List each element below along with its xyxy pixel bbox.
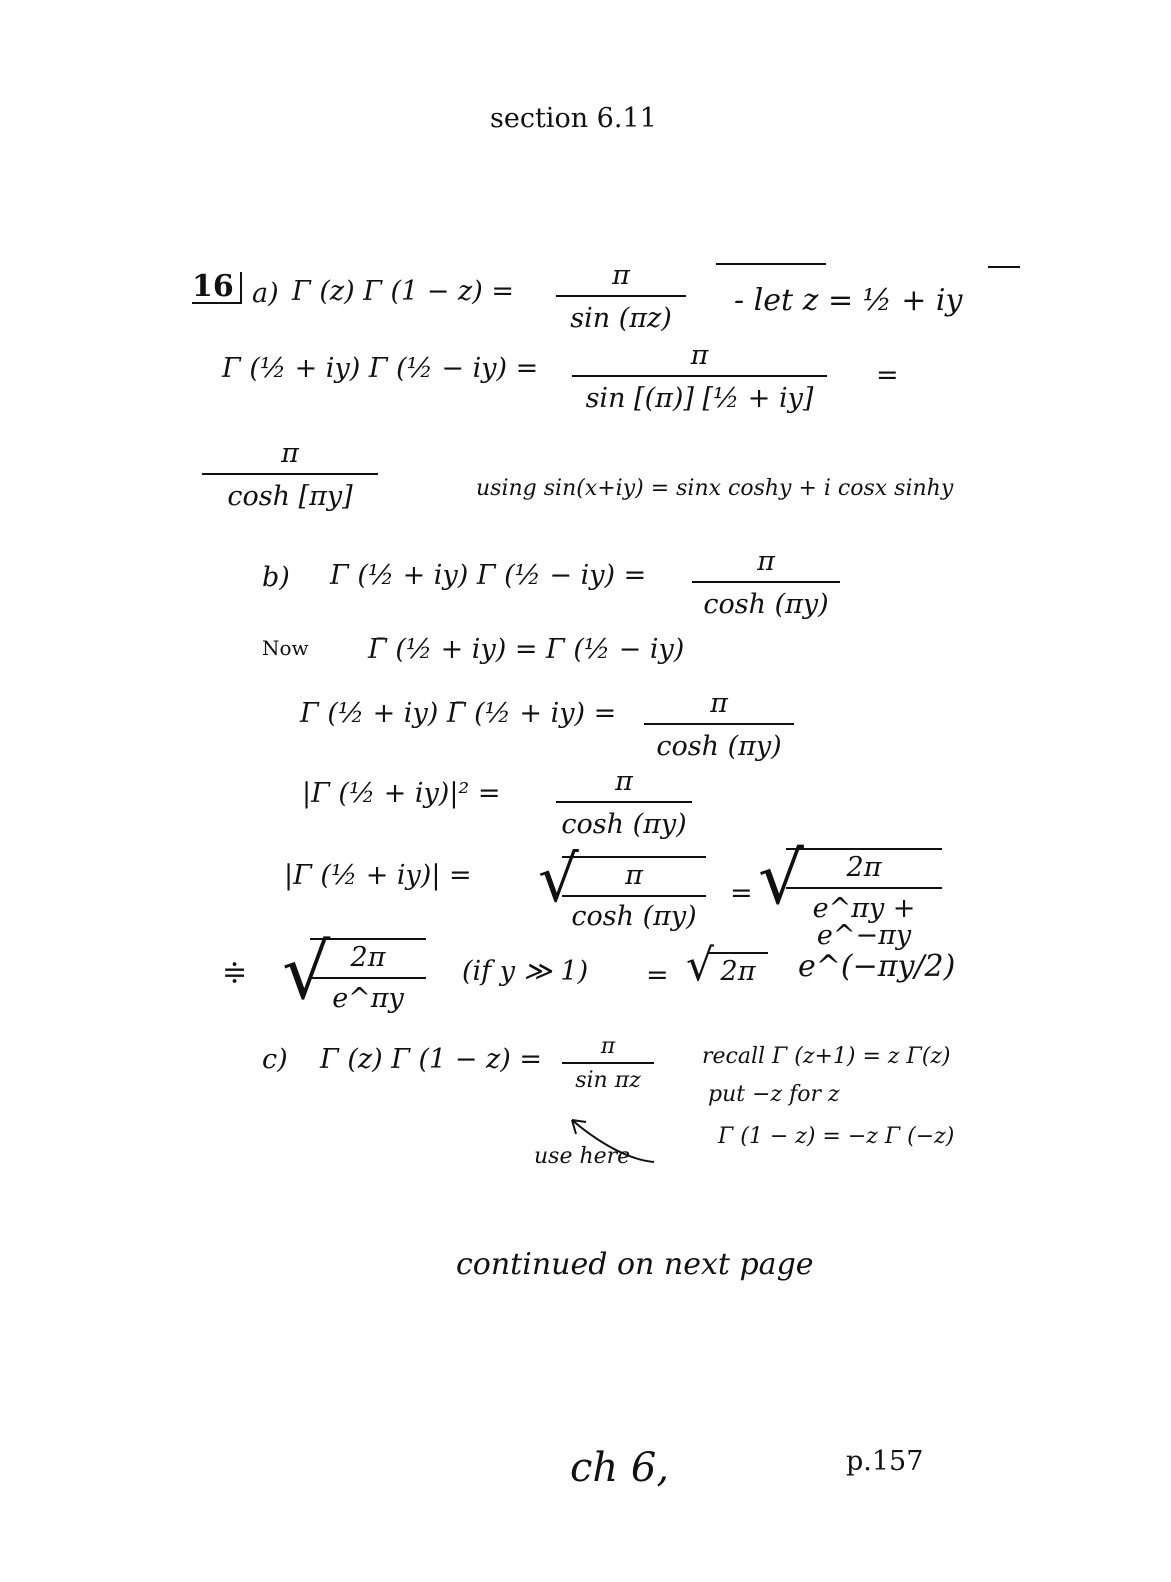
part-b-eq5-rad-numerator: 2π xyxy=(350,942,386,973)
part-a-eq1-lhs: Γ (z) Γ (1 − z) = xyxy=(292,276,514,307)
footer-chapter: ch 6, xyxy=(570,1445,670,1491)
part-b-eq4-radical-1 xyxy=(538,843,708,932)
part-b-eq5-condition: (if y ≫ 1) xyxy=(462,956,589,987)
part-a-label: a) xyxy=(252,278,279,309)
part-b-eq4-equals: = xyxy=(730,878,753,909)
part-a-eq2-numerator: π xyxy=(690,340,709,371)
fraction-bar xyxy=(556,295,686,297)
part-c-eq-fraction xyxy=(562,1036,654,1092)
part-b-eq5-approx: ≑ xyxy=(222,955,248,990)
fraction-bar xyxy=(786,887,942,889)
part-b-eq5-equals: = xyxy=(646,960,669,991)
part-a-eq3-fraction xyxy=(202,440,378,510)
part-b-label: b) xyxy=(262,562,290,593)
fraction-bar xyxy=(562,895,706,897)
part-b-eq3-fraction xyxy=(556,768,692,838)
part-b-eq2-numerator: π xyxy=(710,688,728,719)
part-a-eq3-denominator: cosh [πy] xyxy=(227,481,353,512)
sqrt-icon: √ xyxy=(758,836,804,920)
section-title: section 6.11 xyxy=(490,103,657,134)
fraction-bar xyxy=(556,801,692,803)
sqrt-icon: √ xyxy=(538,843,579,917)
part-b-eq4-rad2-denominator: e^πy + e^−πy xyxy=(812,893,916,951)
part-a-eq1-numerator: π xyxy=(612,260,630,291)
sqrt-icon: √ xyxy=(282,927,331,1016)
part-b-eq4-rad1-denominator: cosh (πy) xyxy=(571,901,697,932)
sqrt-icon: √ xyxy=(686,940,715,991)
part-b-eq3-denominator: cosh (πy) xyxy=(561,809,687,840)
part-c-recall-line-3: Γ (1 − z) = −z Γ (−z) xyxy=(718,1124,955,1149)
part-b-eq4-lhs: |Γ (½ + iy)| = xyxy=(284,860,472,891)
part-b-eq5-sqrt-value: 2π xyxy=(720,956,756,987)
fraction-bar xyxy=(644,723,794,725)
part-a-let: - let z = ½ + iy xyxy=(734,283,963,318)
scribble-line xyxy=(716,263,826,265)
scribble-line xyxy=(988,266,1020,268)
fraction-bar xyxy=(202,473,378,475)
fraction-bar xyxy=(310,977,426,979)
problem-number: 16 xyxy=(192,272,242,304)
part-b-eq5-radical xyxy=(282,927,428,1028)
part-b-eq1-fraction xyxy=(692,548,840,618)
part-b-eq5-sqrt2pi xyxy=(686,940,776,994)
fraction-bar xyxy=(562,1062,654,1064)
part-c-eq-numerator: π xyxy=(600,1034,616,1059)
part-c-label: c) xyxy=(262,1044,288,1075)
part-b-eq3-lhs: |Γ (½ + iy)|² = xyxy=(302,778,501,809)
part-b-eq4-rad1-numerator: π xyxy=(625,860,643,891)
part-a-eq3-numerator: π xyxy=(281,438,299,469)
part-b-eq1-numerator: π xyxy=(757,546,775,577)
radical-body xyxy=(310,938,426,1012)
part-b-now-label: Now xyxy=(262,636,309,660)
part-a-eq2-fraction xyxy=(572,342,827,412)
part-a-eq2-denominator: sin [(π)] [½ + iy] xyxy=(585,383,814,414)
part-b-eq5-rad-denominator: e^πy xyxy=(332,983,404,1014)
part-b-eq1-denominator: cosh (πy) xyxy=(703,589,829,620)
part-c-use-here: use here xyxy=(534,1144,631,1169)
part-c-eq-lhs: Γ (z) Γ (1 − z) = xyxy=(320,1044,542,1075)
part-b-eq2-denominator: cosh (πy) xyxy=(656,731,782,762)
part-b-eq2-lhs: Γ (½ + iy) Γ̄ (½ + iy) = xyxy=(300,698,617,729)
part-a-eq1-denominator: sin (πz) xyxy=(570,303,672,334)
fraction-bar xyxy=(692,581,840,583)
fraction-bar xyxy=(572,375,827,377)
part-c-eq-denominator: sin πz xyxy=(575,1068,641,1093)
part-a-eq1-fraction xyxy=(556,262,686,332)
part-b-eq4-rad2-numerator: 2π xyxy=(846,852,882,883)
part-b-now-eq: Γ̄ (½ + iy) = Γ (½ − iy) xyxy=(368,634,685,665)
part-c-recall-line-1: recall Γ (z+1) = z Γ(z) xyxy=(702,1044,951,1069)
part-b-eq2-fraction xyxy=(644,690,794,760)
part-a-eq2-lhs: Γ (½ + iy) Γ (½ − iy) = xyxy=(222,353,539,384)
part-b-eq3-numerator: π xyxy=(615,766,633,797)
part-c-recall-line-2: put −z for z xyxy=(708,1082,840,1107)
footer-page-number: p.157 xyxy=(846,1446,924,1477)
part-b-eq5-exponential: e^(−πy/2) xyxy=(798,949,956,984)
radical-body xyxy=(786,848,942,949)
radical-body xyxy=(708,952,768,985)
part-b-eq1-lhs: Γ (½ + iy) Γ (½ − iy) = xyxy=(330,560,647,591)
radical-body xyxy=(562,856,706,930)
continued-note: continued on next page xyxy=(456,1247,814,1282)
part-b-eq4-radical-2 xyxy=(758,836,944,951)
part-a-using: using sin(x+iy) = sinx coshy + i cosx sinhy xyxy=(476,476,954,501)
part-a-eq2-equals: = xyxy=(876,360,899,391)
